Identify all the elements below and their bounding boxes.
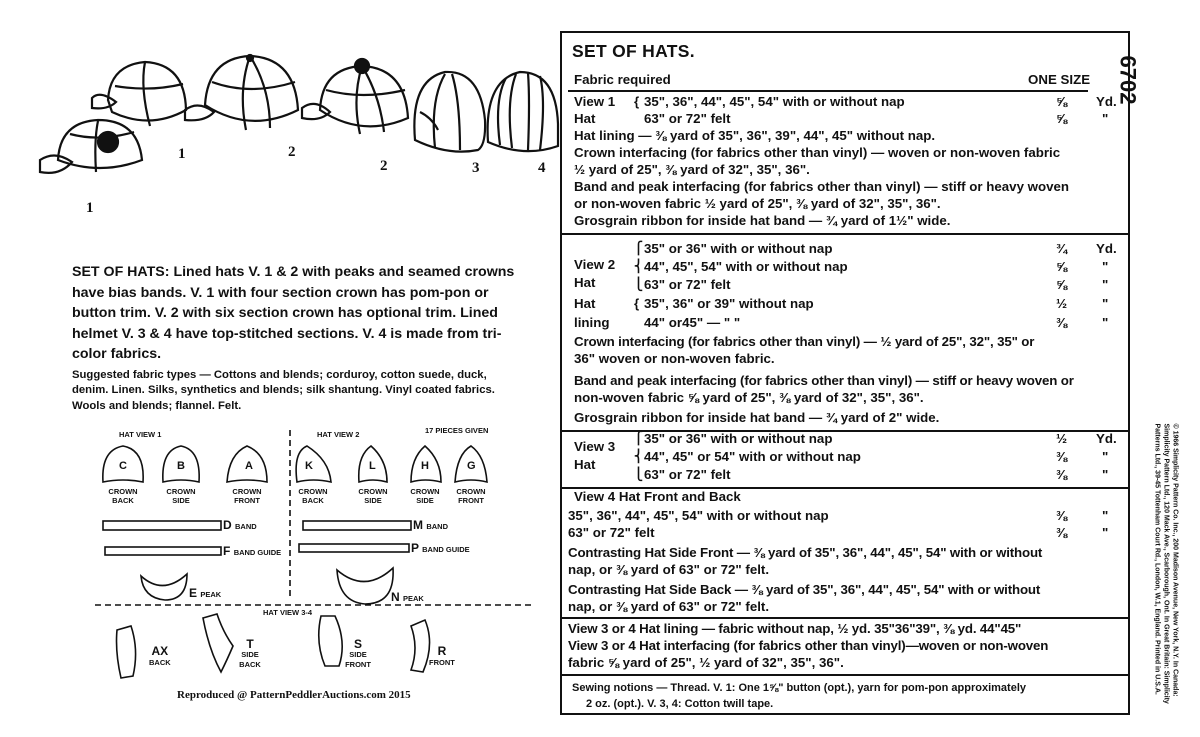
piece-t-label (235, 637, 265, 669)
v1-crown-2: ½ yard of 25", ⅜ yard of 32", 35", 36". (574, 162, 810, 177)
v34-interfacing-2: fabric ⅝ yard of 25", ½ yard of 32", 35", 36". (568, 655, 844, 670)
v3-label-1: View 3 (574, 439, 616, 454)
piece-k-letter: K (305, 460, 313, 472)
v2-crown-1: Crown interfacing (for fabrics other than vinyl) — ½ yard of 25", 32", 35" or (574, 334, 1035, 349)
v2-qty-1: ¾ (1056, 241, 1068, 256)
crown-side-label: CROWN SIDE (166, 487, 196, 505)
description-heading: SET OF HATS: (72, 264, 170, 280)
v4-contrast-back-1: Contrasting Hat Side Back — ⅜ yard of 35", 36", 44", 45", 54" with or without (568, 582, 1041, 597)
v4-heading: View 4 Hat Front and Back (574, 489, 741, 504)
v2-band-1: Band and peak interfacing (for fabrics other than vinyl) — stiff or heavy woven or (574, 373, 1074, 388)
pieces-given: 17 PIECES GIVEN (425, 426, 489, 435)
piece-b-letter: B (177, 460, 185, 472)
hat-view-3-illustration (414, 72, 485, 152)
pattern-pieces-diagram (95, 420, 540, 685)
v1-lining: Hat lining — ⅜ yard of 35", 36", 39", 44", 45" without nap. (574, 128, 936, 143)
v34-lining: View 3 or 4 Hat lining — fabric without nap, ½ yd. 35"36"39", ⅜ yd. 44"45" (568, 621, 1022, 636)
band-d-text: BAND (235, 522, 257, 531)
piece-h-letter: H (421, 460, 429, 472)
piece-s-text: SIDE FRONT (345, 650, 371, 669)
hat-view-1-front-illustration (40, 120, 142, 173)
band-f-text: BAND GUIDE (233, 548, 282, 557)
v2-brace-2: ⎨ (634, 259, 643, 273)
band-p-label (411, 541, 470, 555)
band-p-text: BAND GUIDE (422, 545, 470, 554)
crown-side-label-3: CROWN SIDE (410, 487, 440, 505)
rule-1 (562, 233, 1128, 235)
piece-p-shape (299, 544, 409, 552)
piece-r-shape (411, 620, 430, 672)
piece-e-shape (141, 574, 187, 600)
v4-qty-2: ⅜ (1056, 525, 1068, 540)
piece-c-letter: C (119, 460, 127, 472)
view-label-3: 3 (472, 160, 480, 176)
v2-unit-4: " (1102, 296, 1109, 311)
v2-brace-3: ⎩ (634, 277, 643, 291)
peak-n-letter: N (391, 590, 400, 604)
view-label-1b: 1 (178, 146, 186, 162)
v2-line-3: 63" or 72" felt (644, 277, 731, 292)
piece-g-letter: G (467, 460, 476, 472)
piece-n-shape (337, 568, 393, 604)
v1-unit-2: " (1102, 111, 1109, 126)
v3-brace-3: ⎩ (634, 467, 643, 481)
piece-s-letter: S (353, 637, 362, 651)
v2-crown-2: 36" woven or non-woven fabric. (574, 351, 775, 366)
fabric-body: — Cottons and blends; corduroy, cotton suede, duck, denim. Linen. Silks, synthetics and blends; silk shantung. Vinyl coated fabrics. Wools and blends; flannel. Felt. (72, 369, 495, 412)
piece-t-letter: T (246, 637, 254, 651)
one-size-header: ONE SIZE (1028, 72, 1091, 87)
hat-view-1-back-illustration (92, 62, 186, 126)
v1-label-1: View 1 (574, 94, 616, 109)
piece-a-letter: A (245, 460, 253, 472)
notions-line-1: Sewing notions — Thread. V. 1: One 1⅝" button (opt.), yarn for pom-pon approximately (572, 682, 1027, 694)
copyright-notice (1136, 420, 1196, 720)
v2-unit-3: " (1102, 277, 1109, 292)
v4-line-1: 35", 36", 44", 45", 54" with or without nap (568, 508, 829, 523)
peak-n-text: PEAK (403, 594, 424, 603)
v4-contrast-front-2: nap, or ⅜ yard of 63" or 72" felt. (568, 562, 770, 577)
reproduction-credit: Reproduced @ PatternPeddlerAuctions.com 2015 (177, 689, 411, 701)
v1-band-1: Band and peak interfacing (for fabrics other than vinyl) — stiff or heavy woven (574, 179, 1070, 194)
piece-ax-label (149, 646, 171, 668)
v4-contrast-back-2: nap, or ⅜ yard of 63" or 72" felt. (568, 599, 770, 614)
peak-n-label (391, 590, 424, 604)
v2-band-2: non-woven fabric ⅝ yard of 25", ⅜ yard of 32", 35", 36". (574, 390, 924, 405)
band-p-letter: P (411, 541, 419, 555)
sewing-notions (572, 681, 1120, 712)
v2-brace-4: { (634, 296, 640, 311)
band-d-letter: D (223, 518, 232, 532)
v2-line-5: 44" or45" — " " (644, 315, 741, 330)
peak-e-letter: E (189, 586, 198, 600)
v4-unit-1: " (1102, 508, 1109, 523)
piece-ax-text: BACK (149, 658, 171, 667)
copyright-text: © 1966 Simplicity Pattern Co. Inc., 200 Madison Avenue, New York, N.Y. In Canada: Simplicity Pattern Ltd., 120 Mack Ave., Scarborough, Ont. In Great Britain: Simplicity Patterns Ltd., 39-45 Tottenham Court Rd., London, W.1, England. Printed in U.S.A. (1153, 423, 1179, 704)
piece-k-shape (296, 446, 331, 482)
v2-qty-4: ½ (1056, 296, 1068, 311)
v3-unit-1: Yd. (1096, 431, 1117, 446)
suggested-fabric-types (72, 368, 517, 414)
fabric-required-header: Fabric required (574, 72, 671, 87)
v3-brace-1: ⎧ (634, 431, 643, 445)
v3-line-1: 35" or 36" with or without nap (644, 431, 833, 446)
piece-r-label (429, 646, 455, 668)
description-body: Lined hats V. 1 & 2 with peaks and seamed crowns have bias bands. V. 1 with four section crown has pom-pon or button trim. V. 2 with six section crown has optional trim. Lined helmet V. 3 & 4 have top-stitched sections. V. 4 is made from tri-color fabrics. (72, 264, 515, 362)
v1-line-2: 63" or 72" felt (644, 111, 731, 126)
piece-t-shape (203, 614, 233, 672)
v4-contrast-front-1: Contrasting Hat Side Front — ⅜ yard of 35", 36", 44", 45", 54" with or without (568, 545, 1043, 560)
hat-view-2-illustration (185, 55, 298, 130)
piece-t-text: SIDE BACK (239, 650, 261, 669)
crown-front-label-2: CROWN FRONT (456, 487, 486, 505)
v3-unit-3: " (1102, 467, 1109, 482)
v2-line-2: 44", 45", 54" with or without nap (644, 259, 848, 274)
hat-view-2-title: HAT VIEW 2 (317, 430, 360, 439)
band-m-letter: M (413, 518, 423, 532)
view-label-1a: 1 (86, 200, 94, 216)
v3-brace-2: ⎨ (634, 449, 643, 463)
crown-back-label-2: CROWN BACK (298, 487, 328, 505)
piece-s-shape (319, 616, 342, 666)
crown-front-label: CROWN FRONT (232, 487, 262, 505)
hat-view-1-title: HAT VIEW 1 (119, 430, 162, 439)
view-label-4: 4 (538, 160, 546, 176)
pattern-number (1115, 35, 1161, 125)
v3-unit-2: " (1102, 449, 1109, 464)
crown-back-label: CROWN BACK (108, 487, 138, 505)
v2-label-4: lining (574, 315, 610, 330)
peak-e-text: PEAK (200, 590, 222, 599)
band-m-label (413, 518, 448, 532)
piece-l-letter: L (369, 460, 376, 472)
notions-line-2: 2 oz. (opt.). V. 3, 4: Cotton twill tape. (586, 697, 774, 710)
band-f-letter: F (223, 544, 231, 558)
v1-qty-2: ⅝ (1056, 111, 1068, 126)
pattern-number-text: 6702 (1115, 55, 1141, 105)
v3-qty-1: ½ (1056, 431, 1068, 446)
v2-qty-3: ⅝ (1056, 277, 1068, 292)
v1-crown-1: Crown interfacing (for fabrics other than vinyl) — woven or non-woven fabric (574, 145, 1061, 160)
v1-line-1: 35", 36", 44", 45", 54" with or without nap (644, 94, 905, 109)
band-m-text: BAND (426, 522, 449, 531)
v1-qty-1: ⅝ (1056, 94, 1068, 109)
v2-qty-5: ⅜ (1056, 315, 1068, 330)
view-label-2a: 2 (288, 144, 296, 160)
v2-label-3: Hat (574, 296, 596, 311)
v3-line-2: 44", 45" or 54" with or without nap (644, 449, 861, 464)
v1-band-2: or non-woven fabric ½ yard of 25", ⅜ yard of 32", 35", 36". (574, 196, 941, 211)
piece-ax-shape (117, 626, 136, 678)
v34-interfacing-1: View 3 or 4 Hat interfacing (for fabrics other than vinyl)—woven or non-woven (568, 638, 1049, 653)
header-rule (568, 90, 1088, 92)
v3-line-3: 63" or 72" felt (644, 467, 731, 482)
v4-line-2: 63" or 72" felt (568, 525, 655, 540)
panel-title: SET OF HATS. (572, 41, 695, 61)
fabric-heading: Suggested fabric types (72, 369, 197, 381)
piece-r-text: FRONT (429, 658, 455, 667)
hat-view-34-title: HAT VIEW 3-4 (263, 608, 313, 617)
band-d-label (223, 518, 257, 532)
piece-d-shape (103, 521, 221, 530)
v4-unit-2: " (1102, 525, 1109, 540)
hat-view-4-illustration (488, 72, 558, 151)
v1-brace: { (634, 94, 640, 109)
v2-unit-1: Yd. (1096, 241, 1117, 256)
v2-unit-2: " (1102, 259, 1109, 274)
band-f-label (223, 544, 281, 558)
v2-grosgrain: Grosgrain ribbon for inside hat band — ¾ yard of 2" wide. (574, 410, 940, 425)
v2-qty-2: ⅝ (1056, 259, 1068, 274)
v2-line-1: 35" or 36" with or without nap (644, 241, 833, 256)
piece-m-shape (303, 521, 411, 530)
view-label-2b: 2 (380, 158, 388, 174)
crown-side-label-2: CROWN SIDE (358, 487, 388, 505)
peak-e-label (189, 586, 221, 600)
v2-unit-5: " (1102, 315, 1109, 330)
hat-drawings (0, 0, 560, 240)
v3-qty-3: ⅜ (1056, 467, 1068, 482)
v2-label-1: View 2 (574, 257, 616, 272)
rule-4 (562, 617, 1128, 619)
rule-5 (562, 674, 1128, 676)
v2-line-4: 35", 36" or 39" without nap (644, 296, 814, 311)
pattern-description (72, 262, 517, 365)
v2-label-2: Hat (574, 275, 596, 290)
v1-label-2: Hat (574, 111, 596, 126)
piece-ax-letter: AX (151, 644, 169, 658)
v1-grosgrain: Grosgrain ribbon for inside hat band — ¾ yard of 1½" wide. (574, 213, 951, 228)
v2-brace-1: ⎧ (634, 241, 643, 255)
piece-r-letter: R (437, 644, 447, 658)
piece-s-label (341, 637, 375, 669)
v3-qty-2: ⅜ (1056, 449, 1068, 464)
fabric-requirements-panel (560, 31, 1130, 715)
piece-f-shape (105, 547, 221, 555)
v3-label-2: Hat (574, 457, 596, 472)
v1-unit-1: Yd. (1096, 94, 1117, 109)
hat-view-2-alt-illustration (302, 59, 408, 134)
hat-illustrations (0, 0, 560, 240)
v4-qty-1: ⅜ (1056, 508, 1068, 523)
